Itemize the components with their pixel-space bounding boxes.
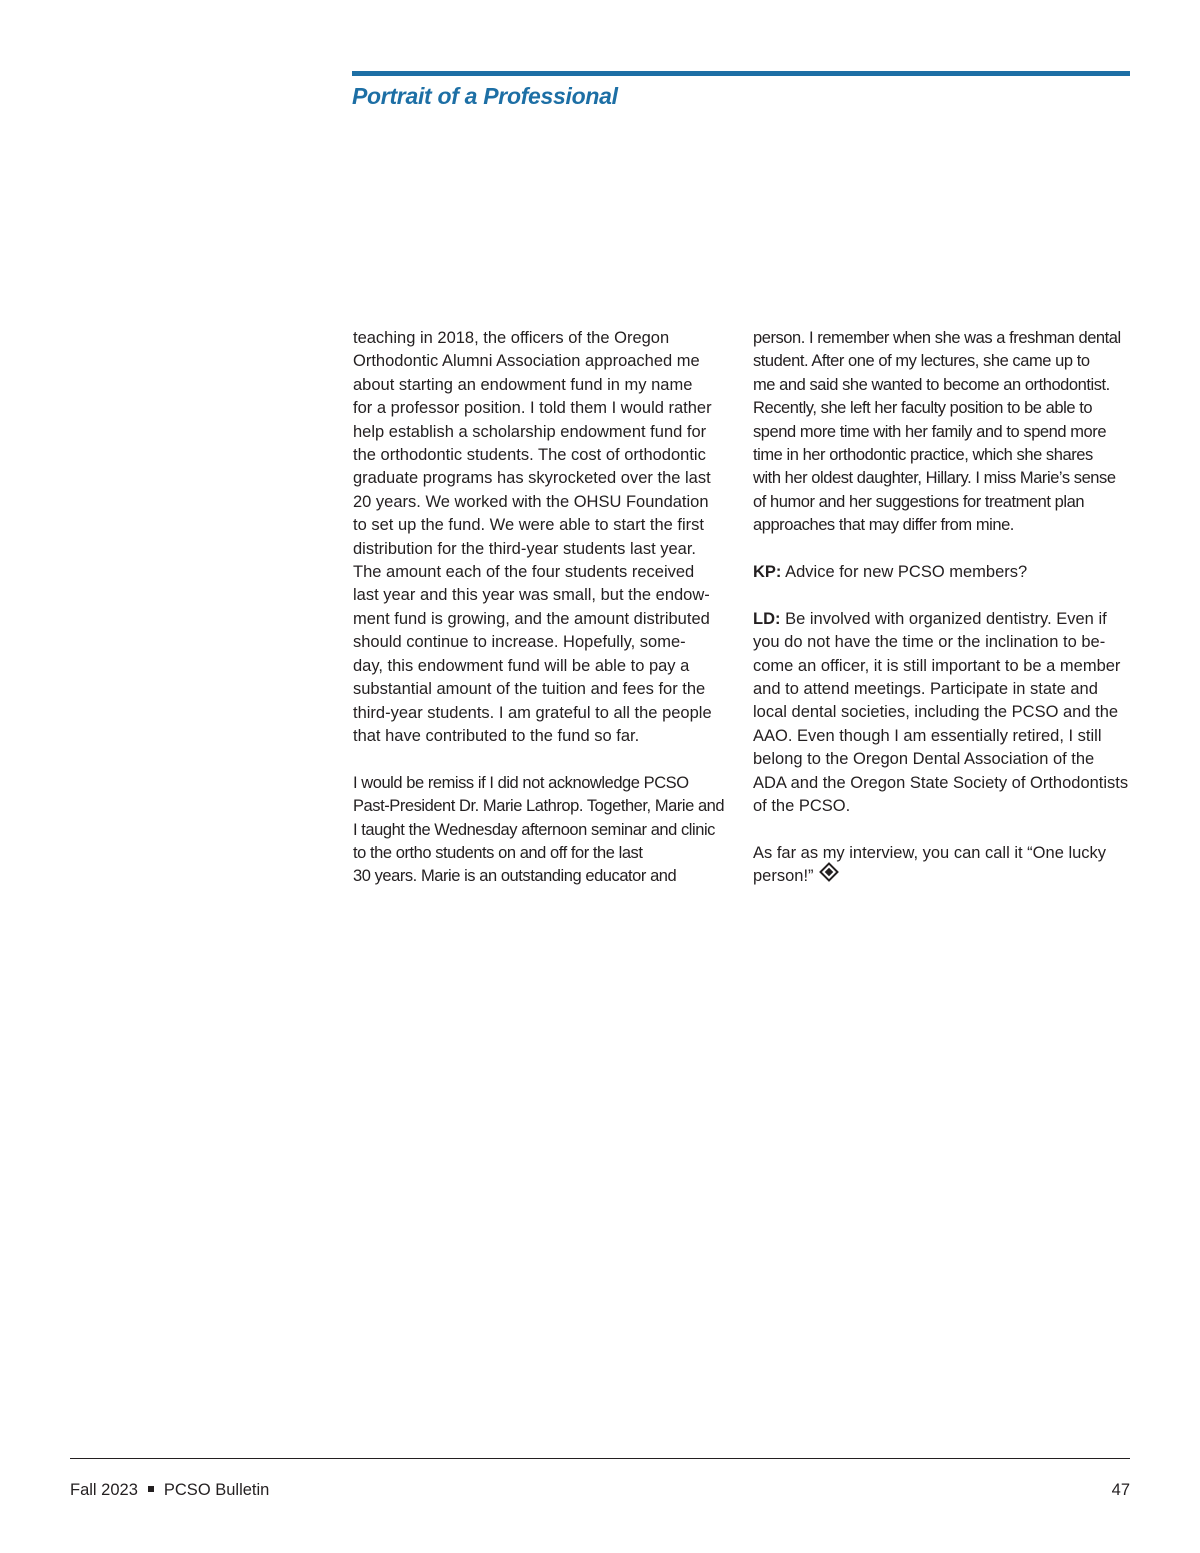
text-line: and to attend meetings. Participate in state and	[753, 680, 1098, 699]
text-line: ment fund is growing, and the amount distributed	[353, 609, 710, 628]
text-line: time in her orthodontic practice, which she shares	[753, 446, 1093, 465]
text-line: to the ortho students on and off for the last	[353, 843, 643, 862]
text-line: distribution for the third-year students last year.	[353, 539, 697, 558]
text-line: should continue to increase. Hopefully, some-	[353, 633, 686, 652]
text-line: of humor and her suggestions for treatment plan	[753, 492, 1085, 511]
left-column	[353, 327, 733, 912]
text-line: the orthodontic students. The cost of orthodontic	[353, 446, 706, 465]
text-line: student. After one of my lectures, she came up to	[753, 352, 1090, 371]
header-rule	[352, 71, 1130, 76]
footer-rule	[70, 1458, 1130, 1459]
text-line: person!”	[753, 867, 814, 886]
text-line: Recently, she left her faculty position to be able to	[753, 399, 1093, 418]
speaker-label-ld: LD:	[753, 609, 781, 628]
text-line: Orthodontic Alumni Association approached me	[353, 352, 700, 371]
interview-question	[753, 561, 1135, 584]
paragraph-acknowledgement	[353, 772, 733, 889]
text-line: As far as my interview, you can call it “One lucky	[753, 843, 1107, 862]
text-line: come an officer, it is still important to be a member	[753, 656, 1121, 675]
text-line: with her oldest daughter, Hillary. I miss Marie’s sense	[753, 469, 1116, 488]
text-line: Past-President Dr. Marie Lathrop. Together, Marie and	[353, 797, 725, 816]
speaker-label-kp: KP:	[753, 563, 782, 582]
text-line: belong to the Oregon Dental Association of the	[753, 750, 1095, 769]
text-line: of the PCSO.	[753, 797, 851, 816]
text-line: graduate programs has skyrocketed over the last	[353, 469, 711, 488]
question-text: Advice for new PCSO members?	[781, 563, 1028, 582]
publication-name: PCSO Bulletin	[163, 1481, 270, 1499]
paragraph-marie	[753, 327, 1135, 538]
text-line: day, this endowment fund will be able to pay a	[353, 656, 690, 675]
text-line: person. I remember when she was a freshman dental	[753, 329, 1121, 347]
text-line: substantial amount of the tuition and fees for the	[353, 680, 706, 699]
text-line: about starting an endowment fund in my name	[353, 375, 693, 394]
closing-paragraph	[753, 842, 1135, 889]
text-line: last year and this year was small, but the endow-	[353, 586, 710, 605]
text-line: I taught the Wednesday afternoon seminar and clinic	[353, 820, 715, 839]
text-line: teaching in 2018, the officers of the Oregon	[353, 329, 670, 347]
text-line: approaches that may differ from mine.	[753, 516, 1014, 535]
text-line: that have contributed to the fund so far.	[353, 726, 640, 745]
text-line: help establish a scholarship endowment fund for	[353, 422, 707, 441]
text-line: me and said she wanted to become an orthodontist.	[753, 375, 1110, 394]
text-line: The amount each of the four students received	[353, 563, 695, 582]
text-line: local dental societies, including the PCSO and the	[753, 703, 1119, 722]
text-line: for a professor position. I told them I would rather	[353, 399, 712, 418]
section-title: Portrait of a Professional	[352, 83, 618, 109]
diamond-end-mark-icon	[819, 862, 839, 882]
square-bullet-icon	[148, 1486, 154, 1492]
text-line: ADA and the Oregon State Society of Orthodontists	[753, 773, 1129, 792]
text-line: I would be remiss if I did not acknowledge PCSO	[353, 773, 689, 792]
footer-publication	[70, 1481, 269, 1500]
text-line: you do not have the time or the inclination to be-	[753, 633, 1106, 652]
interview-answer	[753, 608, 1135, 819]
text-line: to set up the fund. We were able to start the first	[353, 516, 704, 535]
text-line: 30 years. Marie is an outstanding educator and	[353, 867, 677, 886]
page-number: 47	[1111, 1481, 1130, 1499]
text-line: third-year students. I am grateful to all the people	[353, 703, 712, 722]
right-column	[753, 327, 1135, 912]
text-line: spend more time with her family and to spend more	[753, 422, 1107, 441]
text-line: AAO. Even though I am essentially retired, I still	[753, 726, 1102, 745]
paragraph-endowment	[353, 327, 733, 748]
answer-text: Be involved with organized dentistry. Even if	[780, 609, 1107, 628]
issue-label: Fall 2023	[70, 1481, 138, 1499]
text-line: 20 years. We worked with the OHSU Foundation	[353, 492, 709, 511]
